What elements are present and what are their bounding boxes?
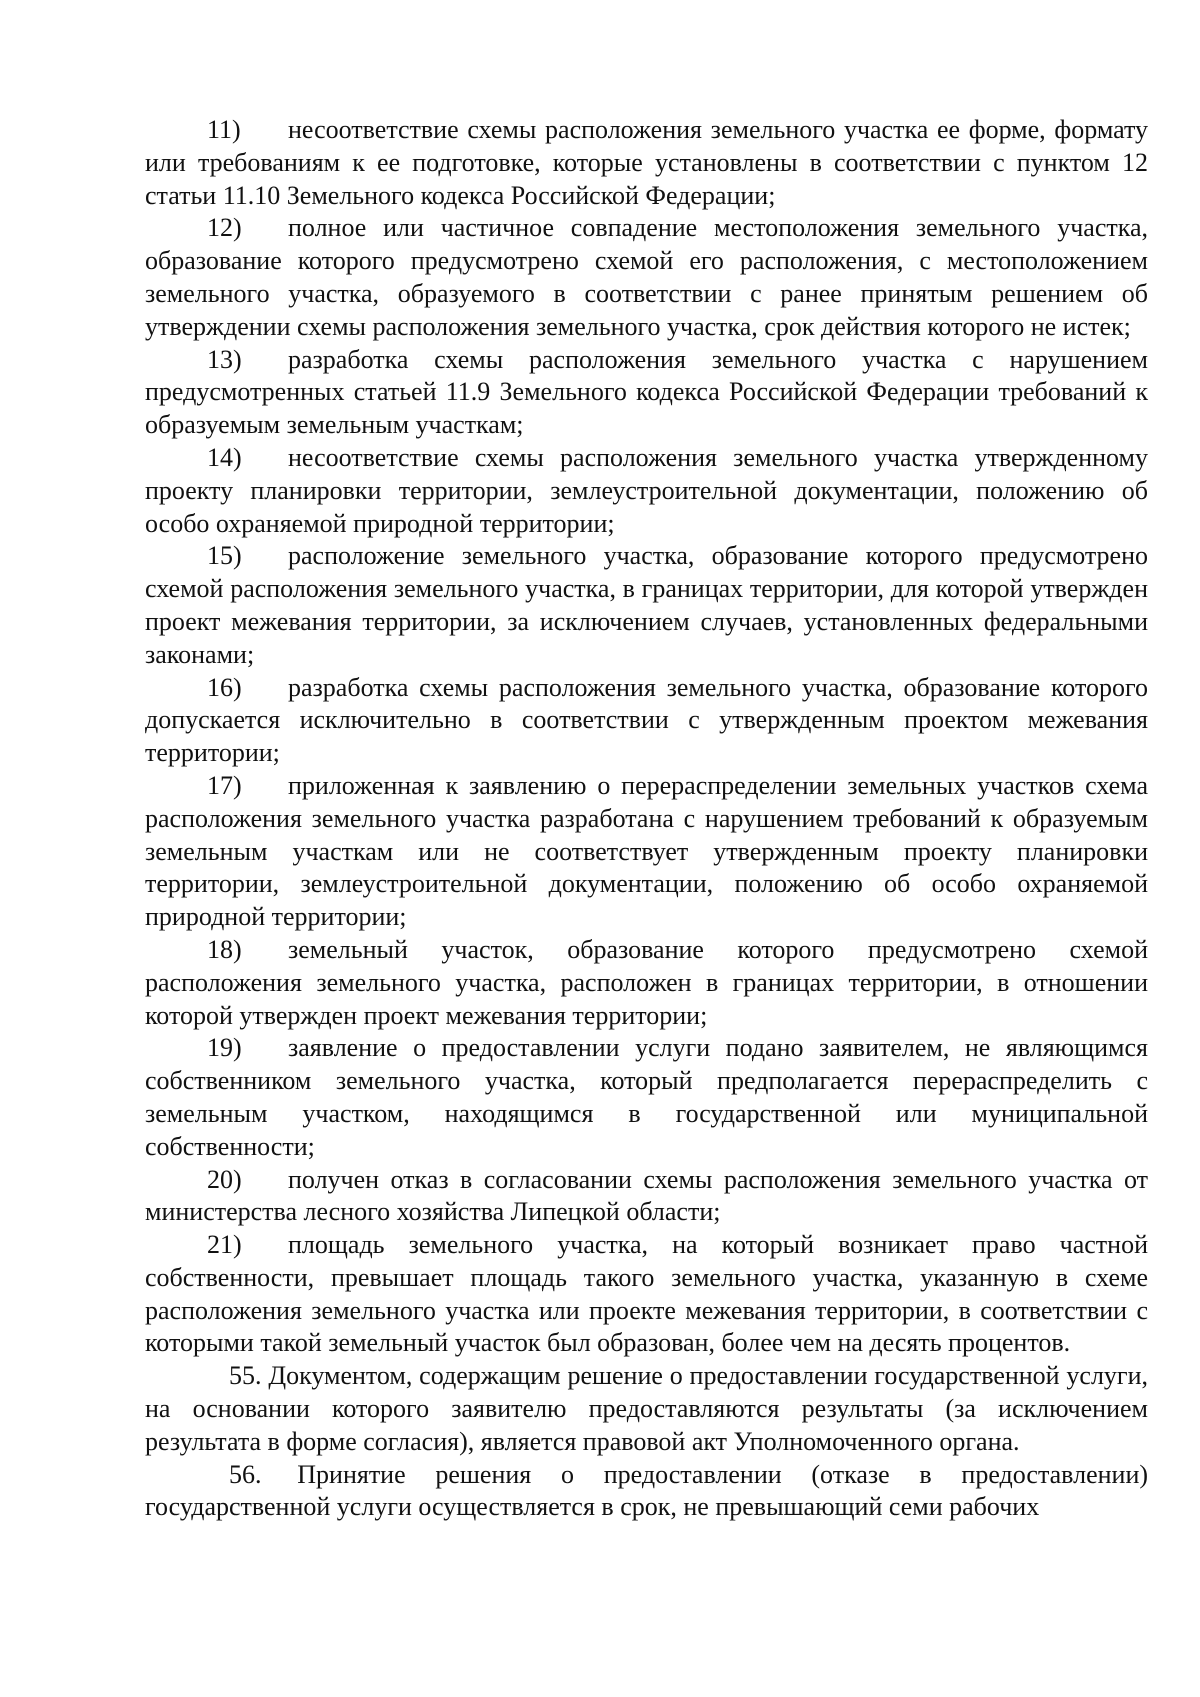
list-item-number: 20) [207,1164,242,1194]
clause-55 [145,1360,1148,1458]
list-item-text: разработка схемы расположения земельного участка, образование которого допускается исключительно в соответствии с утвержденным проектом межевания территории; [145,672,1148,768]
list-item-number: 17) [207,770,242,800]
list-item-number: 14) [207,442,242,472]
list-item-text: несоответствие схемы расположения земельного участка ее форме, формату или требованиям к ее подготовке, которые установлены в соответствии с пунктом 12 статьи 11.10 Земельного кодекса Российской Федерации; [145,115,1148,210]
list-item-number: 19) [207,1033,242,1063]
clause-text: Принятие решения о предоставлении (отказе в предоставлении) государственной услуги осуществляется в срок, не превышающий семи рабочих [145,1459,1149,1522]
list-item-20 [145,1164,1148,1230]
list-item-text: земельный участок, образование которого предусмотрено схемой расположения земельного участка, расположен в границах территории, в отношении которой утвержден проект межевания территории; [145,934,1148,1030]
list-item-number: 15) [207,541,242,571]
clause-text: Документом, содержащим решение о предоставлении государственной услуги, на основании которого заявителю предоставляются результаты (за исключением результата в форме согласия), является правовой акт Уполномоченного органа. [145,1361,1149,1456]
list-item-text: получен отказ в согласовании схемы расположения земельного участка от министерства лесного хозяйства Липецкой области; [145,1164,1148,1227]
list-item-18 [145,934,1148,1032]
clause-number: 55. [229,1361,262,1391]
list-item-text: заявление о предоставлении услуги подано заявителем, не являющимся собственником земельного участка, который предполагается перераспределить с земельным участком, находящимся в государственной или муниципальной собственности; [145,1033,1148,1161]
list-item-number: 18) [207,934,242,964]
list-item-number: 16) [207,672,242,702]
list-item-16 [145,672,1148,770]
list-item-text: разработка схемы расположения земельного участка с нарушением предусмотренных статьей 11.9 Земельного кодекса Российской Федерации требований к образуемым земельным участкам; [145,344,1148,440]
list-item-number: 13) [207,344,242,374]
list-item-number: 21) [207,1230,242,1260]
list-item-13 [145,344,1148,442]
list-item-15 [145,540,1148,671]
list-item-text: приложенная к заявлению о перераспределении земельных участков схема расположения земельного участка разработана с нарушением требований к образуемым земельным участкам или не соответствует утвержденным проекту планировки территории, землеустроительной документации, положению об особо охраняемой природной территории; [145,770,1148,932]
list-item-text: полное или частичное совпадение местоположения земельного участка, образование которого предусмотрено схемой его расположения, с местоположением земельного участка, образуемого в соответствии с ранее принятым решением об утверждении схемы расположения земельного участка, срок действия которого не истек; [145,213,1148,341]
clause-number: 56. [229,1459,262,1489]
clause-56 [145,1459,1148,1525]
list-item-text: площадь земельного участка, на который возникает право частной собственности, превышает площадь такого земельного участка, указанную в схеме расположения земельного участка или проекте межевания территории, в соответствии с которыми такой земельный участок был образован, более чем на десять процентов. [145,1230,1148,1358]
list-item-number: 11) [207,115,241,144]
list-item-14 [145,442,1148,540]
list-item-12 [145,212,1148,343]
list-item-text: несоответствие схемы расположения земельного участка утвержденному проекту планировки территории, землеустроительной документации, положению об особо охраняемой природной территории; [145,442,1148,538]
list-item-text: расположение земельного участка, образование которого предусмотрено схемой расположения земельного участка, в границах территории, для которой утвержден проект межевания территории, за исключением случаев, установленных федеральными законами; [145,541,1148,669]
list-item-11 [145,114,1148,212]
list-item-19 [145,1032,1148,1163]
list-item-17 [145,770,1148,934]
list-item-number: 12) [207,213,242,243]
list-item-21 [145,1229,1148,1360]
